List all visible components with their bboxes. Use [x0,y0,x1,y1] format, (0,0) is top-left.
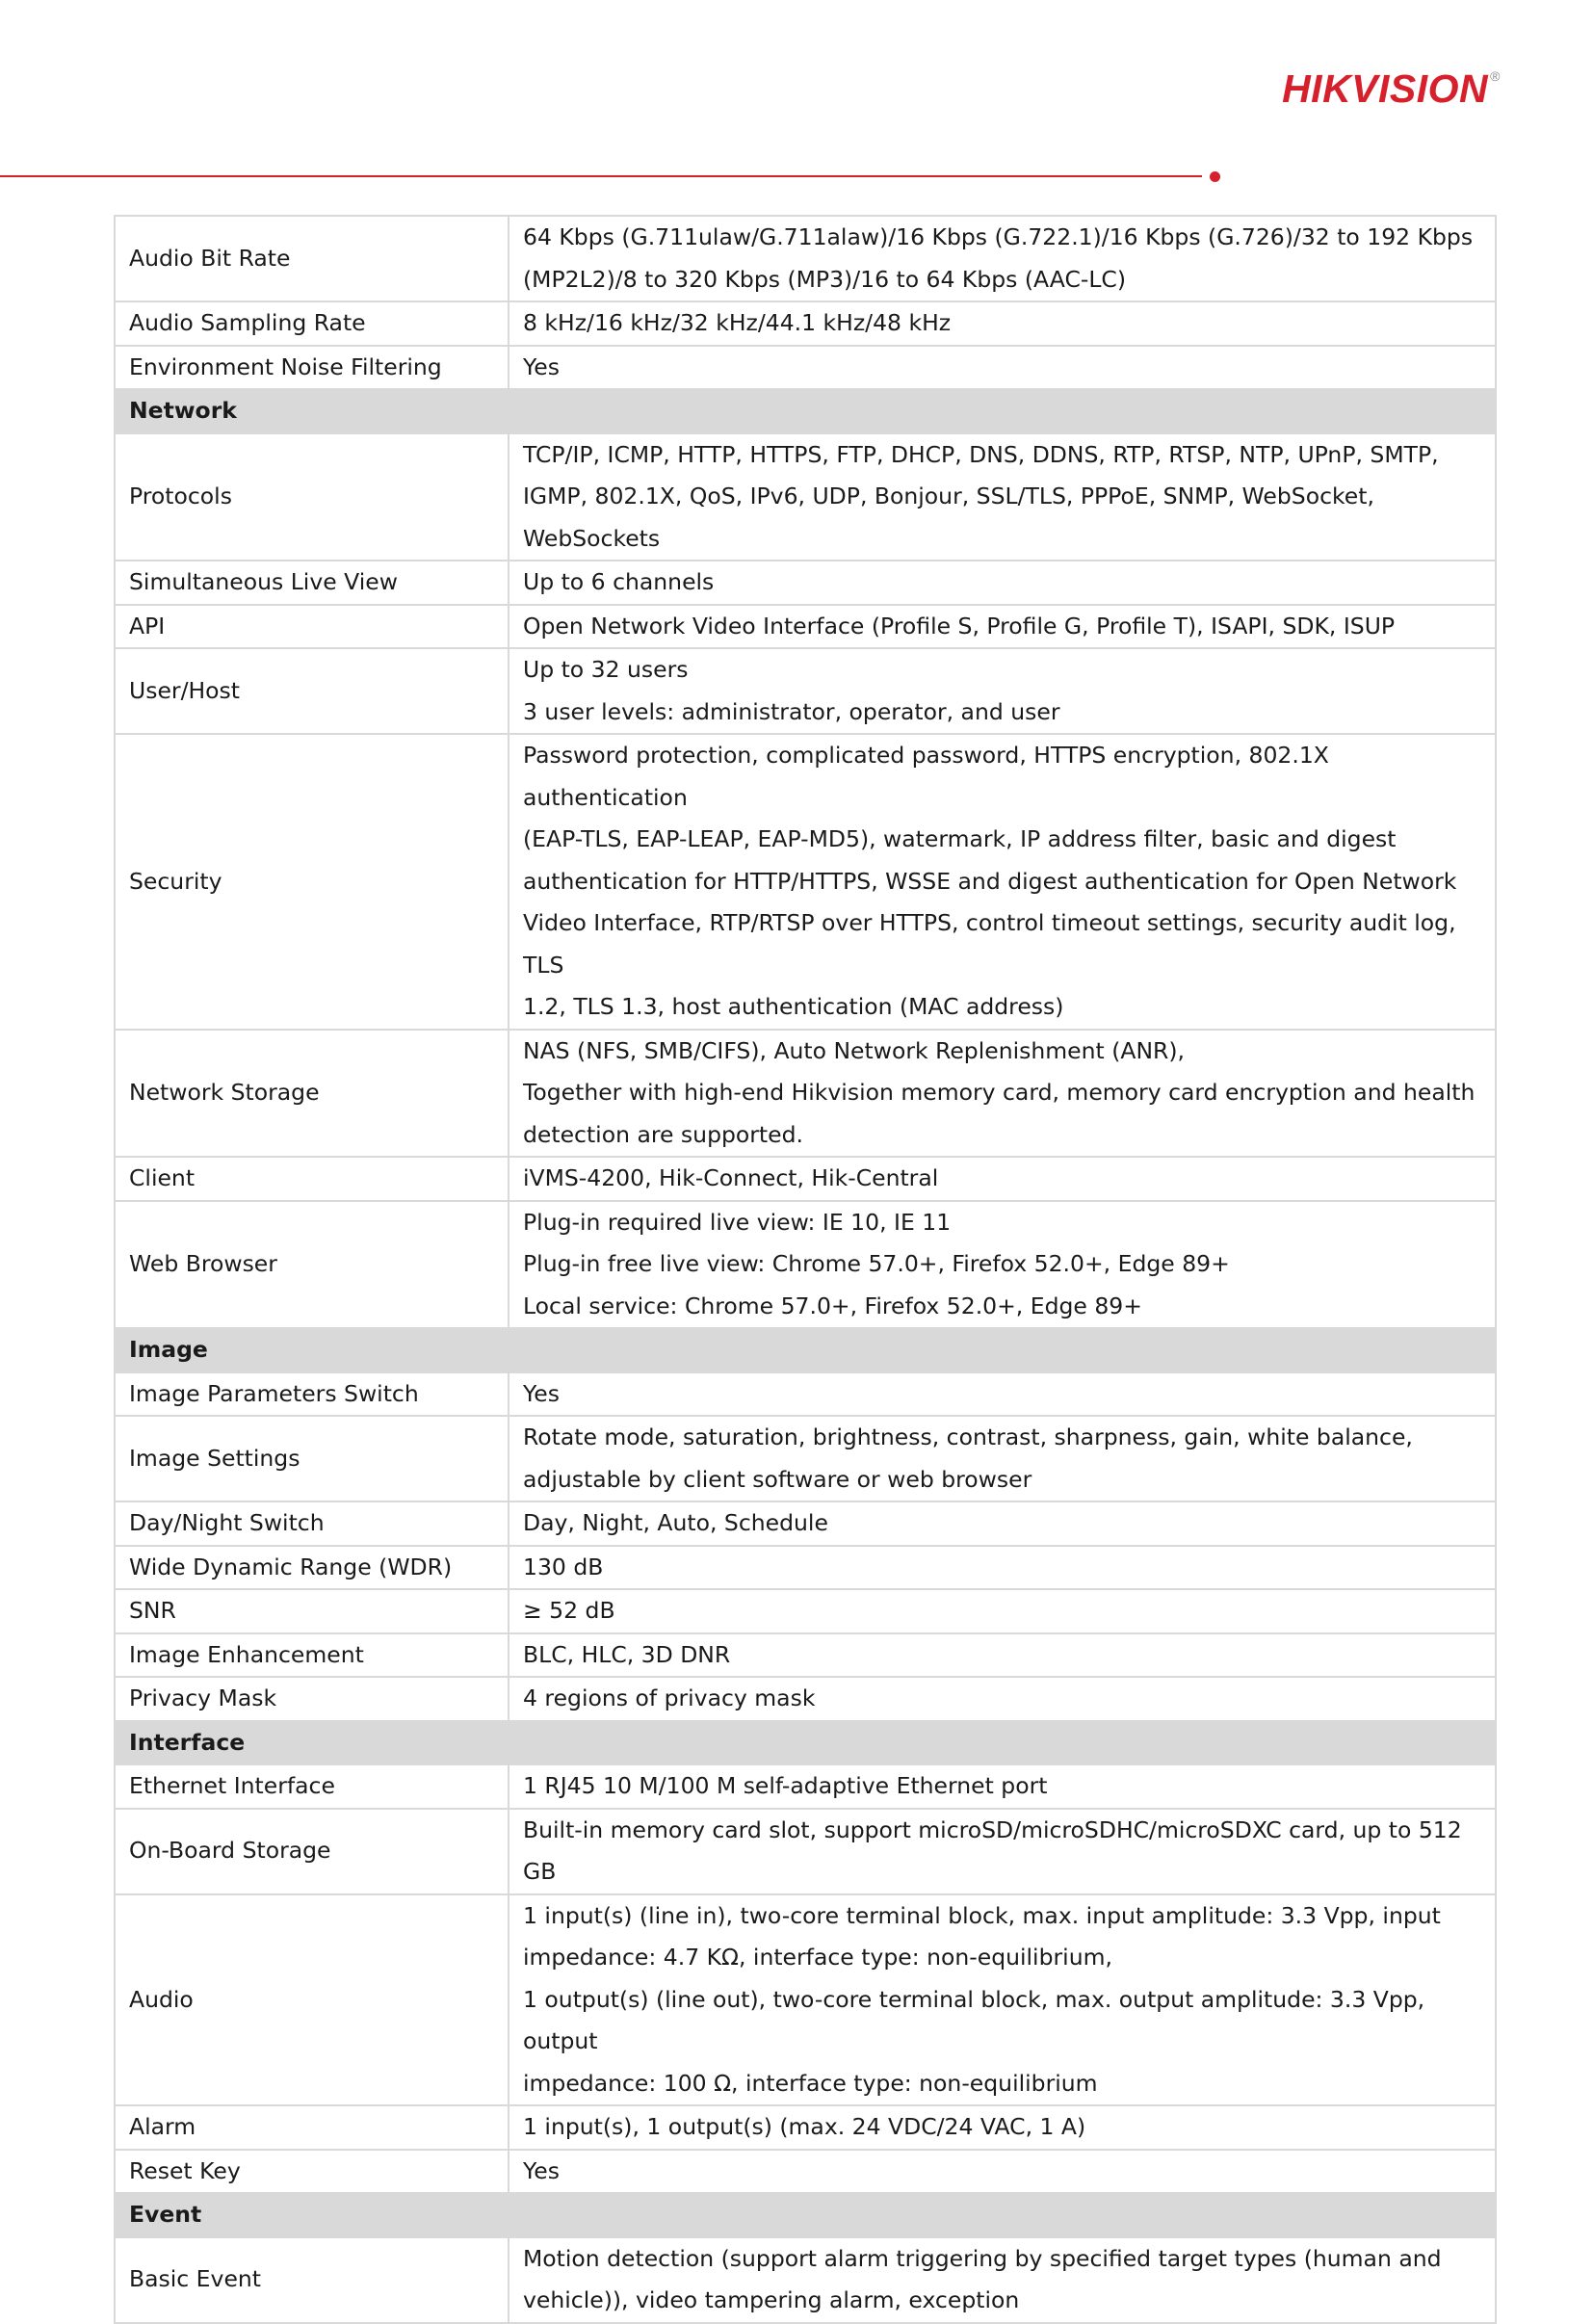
spec-label: Day/Night Switch [115,1501,509,1546]
spec-value [509,1546,1496,1590]
spec-value-line: authentication for HTTP/HTTPS, WSSE and digest authentication for Open Network [523,867,1457,895]
spec-value-line: Yes [523,1379,560,1407]
spec-row [115,1764,1496,1809]
spec-label: Alarm [115,2105,509,2150]
spec-value [509,346,1496,390]
spec-value-line: Up to 32 users [523,656,689,683]
spec-label: Image Settings [115,1416,509,1501]
spec-value-line: ≥ 52 dB [523,1597,615,1624]
spec-row [115,346,1496,390]
spec-value-line: 1 input(s), 1 output(s) (max. 24 VDC/24 VAC, 1 A) [523,2113,1086,2140]
spec-row [115,2105,1496,2150]
spec-value-line: TCP/IP, ICMP, HTTP, HTTPS, FTP, DHCP, DNS, DDNS, RTP, RTSP, NTP, UPnP, SMTP, [523,440,1439,468]
spec-value [509,1764,1496,1809]
spec-value [509,561,1496,605]
spec-label: Reset Key [115,2150,509,2194]
spec-label: Simultaneous Live View [115,561,509,605]
spec-value-line: Plug-in required live view: IE 10, IE 11 [523,1208,952,1236]
section-title: Interface [115,1721,1496,1765]
spec-value-line: impedance: 100 Ω, interface type: non-equilibrium [523,2069,1098,2097]
spec-value-line: 1.2, TLS 1.3, host authentication (MAC address) [523,993,1064,1020]
spec-row [115,1809,1496,1894]
spec-value-line: Yes [523,2156,560,2184]
spec-label: Environment Noise Filtering [115,346,509,390]
spec-label: SNR [115,1589,509,1633]
spec-value [509,1894,1496,2106]
spec-label: On-Board Storage [115,1809,509,1894]
spec-row [115,734,1496,1030]
spec-row [115,1030,1496,1158]
spec-row [115,1894,1496,2106]
spec-value [509,1589,1496,1633]
spec-value [509,1677,1496,1721]
spec-table [114,215,1497,2324]
spec-row [115,1416,1496,1501]
section-header-row [115,2193,1496,2237]
section-title: Network [115,389,1496,433]
spec-value-line: Open Network Video Interface (Profile S, Profile G, Profile T), ISAPI, SDK, ISUP [523,612,1396,640]
spec-value [509,734,1496,1030]
spec-label: Audio Bit Rate [115,216,509,301]
spec-value-line: BLC, HLC, 3D DNR [523,1640,731,1668]
spec-row [115,433,1496,561]
spec-row [115,1589,1496,1633]
spec-row [115,561,1496,605]
spec-label: Image Enhancement [115,1633,509,1678]
spec-value-line: Day, Night, Auto, Schedule [523,1509,828,1536]
spec-value-line: iVMS-4200, Hik-Connect, Hik-Central [523,1164,939,1191]
spec-value-line: (EAP-TLS, EAP-LEAP, EAP-MD5), watermark, IP address filter, basic and digest [523,825,1397,852]
spec-value-line: IGMP, 802.1X, QoS, IPv6, UDP, Bonjour, SSL/TLS, PPPoE, SNMP, WebSocket, [523,483,1374,509]
spec-row [115,1157,1496,1201]
section-header-row [115,1328,1496,1372]
spec-value-line: Video Interface, RTP/RTSP over HTTPS, control timeout settings, security audit log, TLS [523,909,1456,979]
spec-value-line: 4 regions of privacy mask [523,1684,816,1711]
spec-value [509,605,1496,649]
spec-value [509,1416,1496,1501]
spec-value-line: Together with high-end Hikvision memory card, memory card encryption and health [523,1079,1475,1106]
spec-value-line: 64 Kbps (G.711ulaw/G.711alaw)/16 Kbps (G.722.1)/16 Kbps (G.726)/32 to 192 Kbps [523,223,1474,250]
section-title: Event [115,2193,1496,2237]
spec-value-line: NAS (NFS, SMB/CIFS), Auto Network Replenishment (ANR), [523,1036,1185,1064]
spec-value-line: 8 kHz/16 kHz/32 kHz/44.1 kHz/48 kHz [523,309,952,336]
spec-value [509,1157,1496,1201]
spec-value-line: Password protection, complicated password, HTTPS encryption, 802.1X authentication [523,742,1329,811]
spec-value-line: 1 output(s) (line out), two-core terminal block, max. output amplitude: 3.3 Vpp, output [523,1985,1425,2054]
spec-row [115,605,1496,649]
spec-row [115,1633,1496,1678]
spec-value [509,2105,1496,2150]
spec-value-line: Yes [523,353,560,380]
spec-value [509,433,1496,561]
spec-label: Privacy Mask [115,1677,509,1721]
spec-label: Ethernet Interface [115,1764,509,1809]
spec-value-line: 3 user levels: administrator, operator, and user [523,697,1060,725]
spec-value [509,2150,1496,2194]
hikvision-logo: HIKVISION ® [1282,66,1501,111]
spec-value-line: 1 RJ45 10 M/100 M self-adaptive Ethernet port [523,1772,1048,1799]
spec-row [115,1201,1496,1329]
section-header-row [115,1721,1496,1765]
spec-row [115,2150,1496,2194]
spec-value-line: Built-in memory card slot, support microSD/microSDHC/microSDXC card, up to 512 GB [523,1815,1462,1885]
spec-label: Client [115,1157,509,1201]
spec-row [115,2237,1496,2323]
spec-value-line: Motion detection (support alarm triggering by specified target types (human and [523,2244,1442,2272]
spec-value [509,1501,1496,1546]
spec-label: Audio [115,1894,509,2106]
spec-value-line: Rotate mode, saturation, brightness, contrast, sharpness, gain, white balance, [523,1423,1413,1450]
header-divider-line [0,175,1202,177]
spec-label: User/Host [115,648,509,734]
spec-value-line: (MP2L2)/8 to 320 Kbps (MP3)/16 to 64 Kbps (AAC-LC) [523,265,1126,293]
spec-row [115,301,1496,346]
spec-value-line: 1 input(s) (line in), two-core terminal block, max. input amplitude: 3.3 Vpp, input [523,1901,1441,1929]
spec-label: Network Storage [115,1030,509,1158]
spec-row [115,216,1496,301]
header-divider-dot [1210,171,1220,182]
spec-label: Image Parameters Switch [115,1372,509,1417]
spec-value [509,1030,1496,1158]
spec-value-line: detection are supported. [523,1120,803,1148]
spec-value-line: Plug-in free live view: Chrome 57.0+, Firefox 52.0+, Edge 89+ [523,1250,1230,1277]
spec-value-line: impedance: 4.7 KΩ, interface type: non-equilibrium, [523,1944,1112,1971]
spec-value [509,648,1496,734]
spec-value [509,301,1496,346]
spec-label: API [115,605,509,649]
spec-value [509,1633,1496,1678]
section-header-row [115,389,1496,433]
spec-table-body [115,216,1496,2323]
spec-value-line: vehicle)), video tampering alarm, exception [523,2286,1020,2313]
spec-label: Web Browser [115,1201,509,1329]
spec-row [115,1546,1496,1590]
section-title: Image [115,1328,1496,1372]
spec-value [509,1201,1496,1329]
spec-value-line: Up to 6 channels [523,568,715,595]
spec-label: Audio Sampling Rate [115,301,509,346]
spec-value [509,216,1496,301]
spec-label: Wide Dynamic Range (WDR) [115,1546,509,1590]
spec-value [509,2237,1496,2323]
spec-value [509,1809,1496,1894]
spec-row [115,1677,1496,1721]
spec-row [115,648,1496,734]
spec-value-line: WebSockets [523,524,661,552]
spec-row [115,1501,1496,1546]
spec-value [509,1372,1496,1417]
spec-value-line: adjustable by client software or web browser [523,1465,1032,1493]
spec-value-line: Local service: Chrome 57.0+, Firefox 52.0+, Edge 89+ [523,1292,1142,1319]
spec-value-line: 130 dB [523,1553,604,1580]
spec-label: Basic Event [115,2237,509,2323]
spec-row [115,1372,1496,1417]
spec-label: Protocols [115,433,509,561]
spec-label: Security [115,734,509,1030]
